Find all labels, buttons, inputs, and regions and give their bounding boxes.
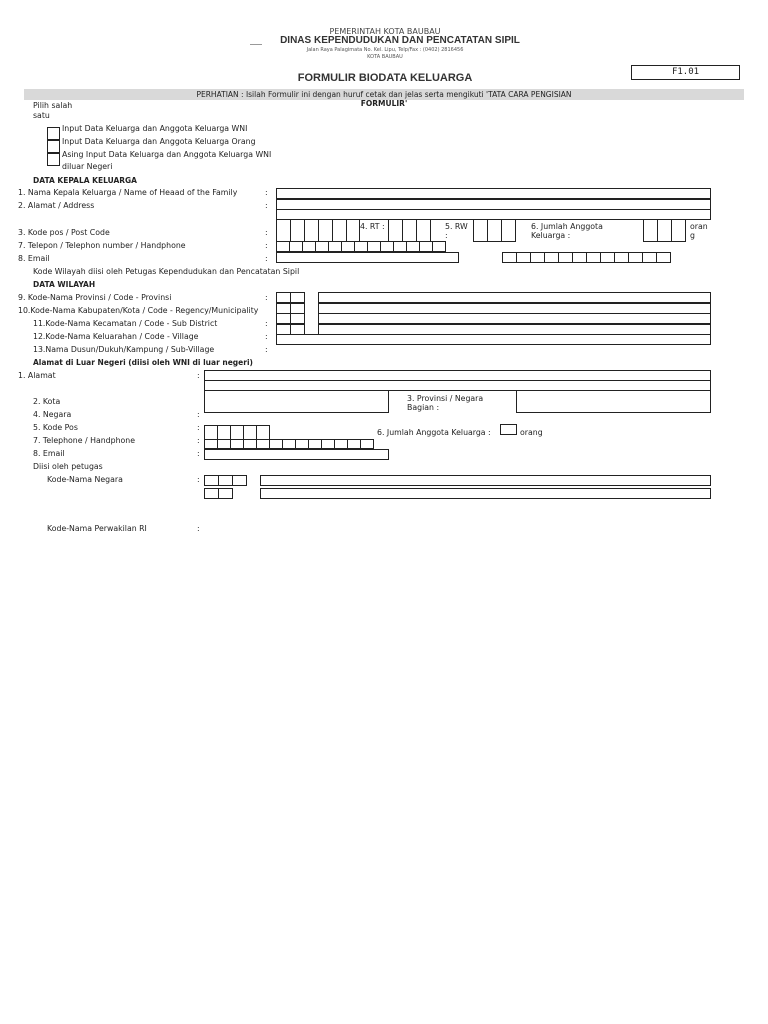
label-provinsi-ln-2: Bagian : (407, 403, 440, 412)
option-orang-asing-label: Input Data Keluarga dan Anggota Keluarga Orang (62, 137, 256, 146)
label-alamat: 2. Alamat / Address (18, 201, 95, 210)
option-wni-luar-negeri-checkbox[interactable] (47, 153, 60, 166)
kode-pos-field[interactable] (276, 219, 360, 242)
email-field[interactable] (276, 252, 459, 263)
colon: : (265, 345, 268, 354)
label-kode-pos: 3. Kode pos / Post Code (18, 228, 110, 237)
nama-kepala-field[interactable] (276, 188, 711, 199)
choice-prompt-2: satu (33, 111, 50, 120)
rw-field[interactable] (473, 219, 516, 242)
colon: : (265, 319, 268, 328)
jumlah-anggota-ln-field[interactable] (500, 424, 517, 435)
option-wni-luar-negeri-label-2: diluar Negeri (62, 162, 113, 171)
label-provinsi-ln: 3. Provinsi / Negara (407, 394, 484, 403)
label-rt: 4. RT : (360, 222, 385, 231)
provinsi-ln-field[interactable] (516, 390, 711, 413)
nama-dusun-field[interactable] (276, 334, 711, 345)
kota-ln-field[interactable] (204, 390, 389, 413)
form-title: FORMULIR BIODATA KELUARGA (297, 72, 473, 84)
colon: : (197, 449, 200, 458)
kode-negara-field[interactable] (204, 475, 247, 486)
label-kabupaten: 10.Kode-Nama Kabupaten/Kota / Code - Regency/Municipality (18, 306, 259, 315)
nama-negara-field[interactable] (260, 475, 711, 486)
form-code: F1.01 (631, 65, 740, 80)
label-jumlah-anggota: 6. Jumlah Anggota (531, 222, 603, 231)
colon: : (197, 436, 200, 445)
colon: : (265, 228, 268, 237)
label-dusun: 13.Nama Dusun/Dukuh/Kampung / Sub-Village (33, 345, 215, 354)
label-provinsi: 9. Kode-Nama Provinsi / Code - Provinsi (18, 293, 172, 302)
telepon-field[interactable] (276, 241, 446, 252)
label-kode-perwakilan: Kode-Nama Perwakilan RI (47, 524, 147, 533)
colon: : (265, 188, 268, 197)
label-rw-colon: : (445, 231, 448, 240)
nama-provinsi-field[interactable] (318, 292, 711, 303)
agency-address: Jalan Raya Palagimata No. Kel. Lipu, Telp/Fax : (0402) 2816456 (306, 47, 464, 53)
option-orang-asing-checkbox[interactable] (47, 140, 60, 153)
agency-city: KOTA BAUBAU (367, 54, 403, 60)
gov-name: PEMERINTAH KOTA BAUBAU (329, 27, 441, 36)
kode-kecamatan-field[interactable] (276, 313, 305, 324)
colon: : (265, 293, 268, 302)
label-rw: 5. RW (445, 222, 468, 231)
label-telephone-ln: 7. Telephone / Handphone (33, 436, 136, 445)
option-wni-label: Input Data Keluarga dan Anggota Keluarga WNI (62, 124, 248, 133)
label-alamat-ln: 1. Alamat (18, 371, 56, 380)
kode-provinsi-field[interactable] (276, 292, 305, 303)
email-ln-field[interactable] (204, 449, 389, 460)
telephone-ln-field[interactable] (204, 439, 374, 449)
notice-line-1: PERHATIAN : Isilah Formulir ini dengan huruf cetak dan jelas serta mengikuti 'TATA CARA PENGISIAN (196, 90, 572, 99)
label-orang: oran (690, 222, 708, 231)
colon: : (265, 332, 268, 341)
label-kode-negara: Kode-Nama Negara (47, 475, 123, 484)
label-negara-ln: 4. Negara (33, 410, 72, 419)
section-luar-negeri-heading: Alamat di Luar Negeri (diisi oleh WNI di luar negeri) (33, 358, 253, 367)
option-wni-luar-negeri-label: Asing Input Data Keluarga dan Anggota Keluarga WNI (62, 150, 272, 159)
label-jumlah-anggota-ln: 6. Jumlah Anggota Keluarga : (377, 428, 491, 437)
label-kode-pos-ln: 5. Kode Pos (33, 423, 78, 432)
section-kepala-heading: DATA KEPALA KELUARGA (33, 176, 137, 185)
label-kota-ln: 2. Kota (33, 397, 61, 406)
colon: : (265, 254, 268, 263)
label-diisi-petugas: Diisi oleh petugas (33, 462, 103, 471)
kode-negara-field-2[interactable] (204, 488, 233, 499)
kode-wilayah-petugas-field[interactable] (502, 252, 671, 263)
colon: : (265, 201, 268, 210)
choice-prompt: Pilih salah (33, 101, 73, 110)
label-orang-2: g (690, 231, 695, 240)
rt-field[interactable] (388, 219, 431, 242)
notice-line-2: FORMULIR' (360, 99, 408, 108)
colon: : (197, 475, 200, 484)
label-kelurahan: 12.Kode-Nama Keluarahan / Code - Village (33, 332, 199, 341)
logo-mark-icon (250, 44, 262, 48)
section-wilayah-heading: DATA WILAYAH (33, 280, 96, 289)
colon: : (197, 524, 200, 533)
colon: : (197, 371, 200, 380)
label-email-ln: 8. Email (33, 449, 65, 458)
label-orang-ln: orang (520, 428, 543, 437)
colon: : (265, 241, 268, 250)
label-telepon: 7. Telepon / Telephon number / Handphone (18, 241, 186, 250)
nama-kecamatan-field[interactable] (318, 313, 711, 324)
label-kecamatan: 11.Kode-Nama Kecamatan / Code - Sub District (33, 319, 218, 328)
nama-negara-field-2[interactable] (260, 488, 711, 499)
colon: : (197, 423, 200, 432)
label-jumlah-anggota-2: Keluarga : (531, 231, 571, 240)
kode-wilayah-note: Kode Wilayah diisi oleh Petugas Kependudukan dan Pencatatan Sipil (33, 267, 300, 276)
agency-name: DINAS KEPENDUDUKAN DAN PENCATATAN SIPIL (280, 35, 520, 46)
jumlah-anggota-field[interactable] (643, 219, 686, 242)
colon: : (197, 410, 200, 419)
label-email: 8. Email (18, 254, 50, 263)
option-wni-checkbox[interactable] (47, 127, 60, 140)
label-nama-kepala: 1. Nama Kepala Keluarga / Name of Heaad of the Family (18, 188, 238, 197)
